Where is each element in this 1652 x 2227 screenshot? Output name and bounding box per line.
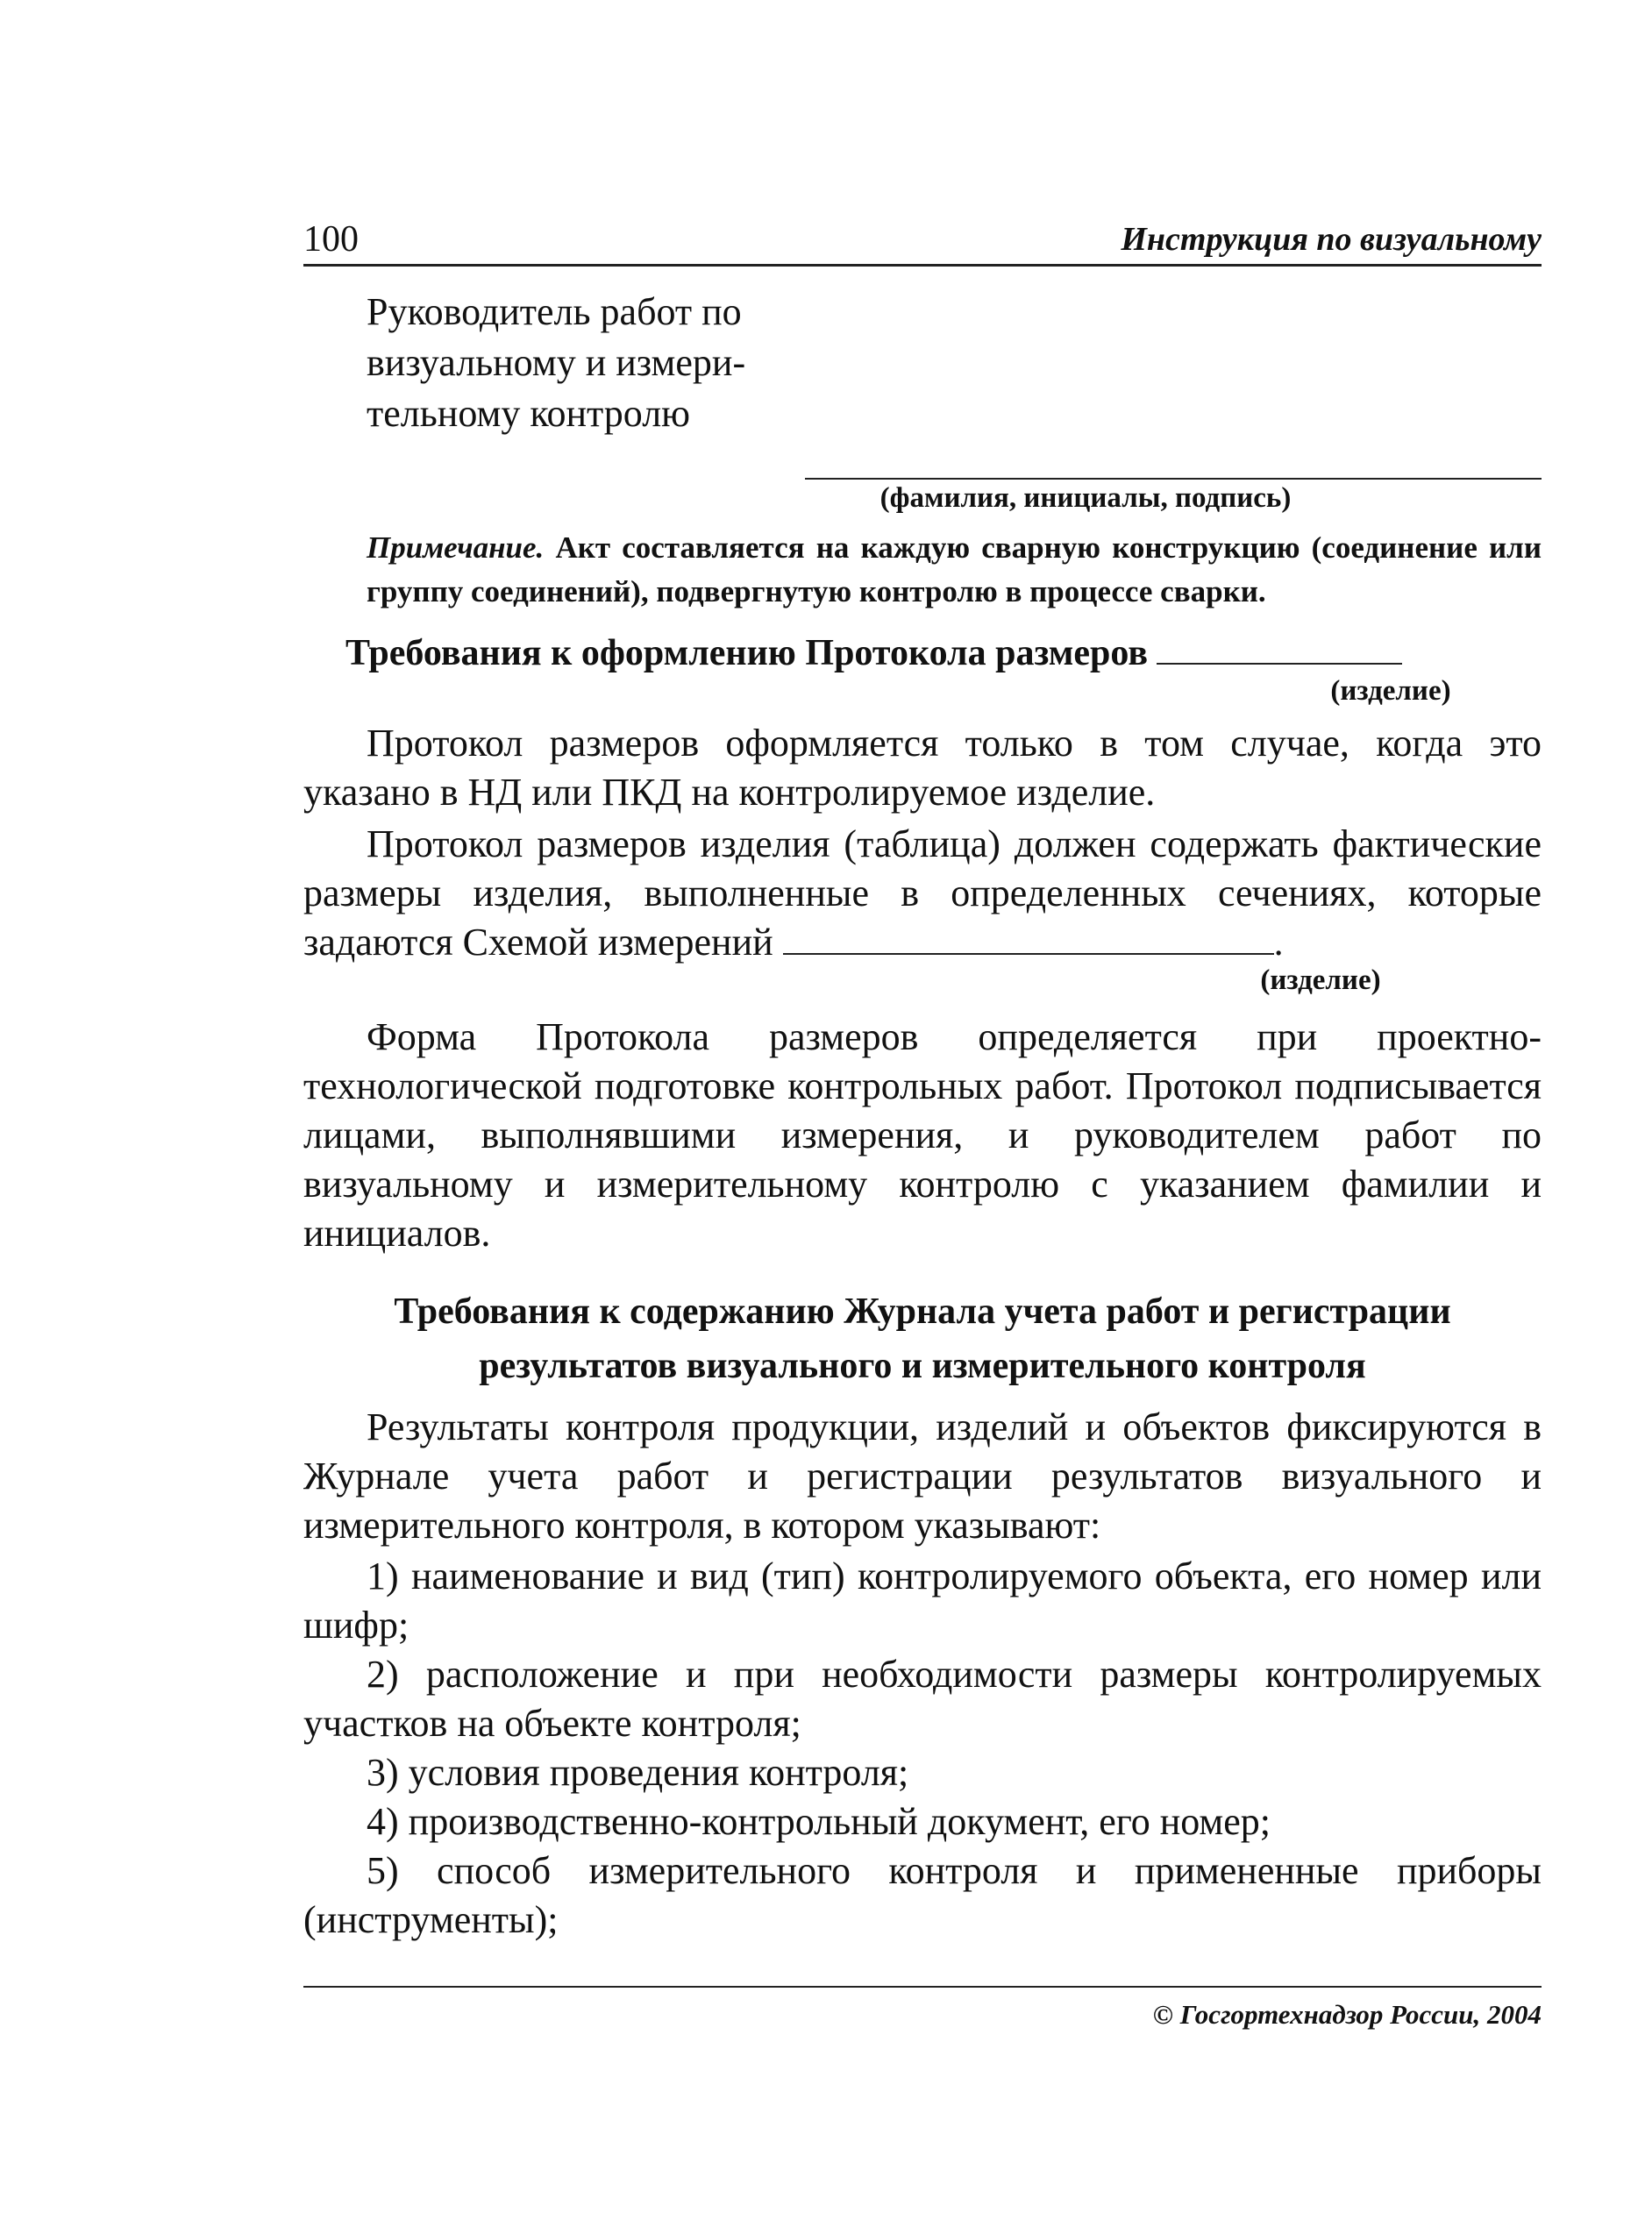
- note-label: Примечание.: [367, 530, 545, 565]
- signature-label-line-2: визуальному и измери-: [367, 341, 746, 384]
- measurement-scheme-caption: (изделие): [1260, 964, 1381, 996]
- page-header: [303, 215, 1542, 267]
- protocol-paragraph-3: [303, 1013, 1542, 1258]
- protocol-paragraph-2-end: .: [1273, 921, 1284, 964]
- list-item: 2) расположение и при необходимости размеры контролируемых участков на объекте контроля;: [303, 1653, 1542, 1745]
- list-item: 5) способ измерительного контроля и примененные приборы (инструменты);: [303, 1849, 1542, 1941]
- list-item: 4) производственно-контрольный документ, его номер;: [367, 1800, 1271, 1843]
- note-text: Акт составляется на каждую сварную конструкцию (соединение или группу соединений), подвергнутую контролю в процессе сварки.: [367, 530, 1542, 608]
- protocol-paragraph-1: [303, 719, 1542, 817]
- protocol-paragraph-2-text: Протокол размеров изделия (таблица) должен содержать фактические размеры изделия, выполненные в определенных сечениях, которые задаются Схемой измерений: [303, 822, 1542, 964]
- journal-list: [303, 1552, 1542, 1945]
- journal-paragraph: [303, 1403, 1542, 1550]
- signature-caption: (фамилия, инициалы, подпись): [879, 482, 1292, 514]
- protocol-paragraph-2: [303, 820, 1542, 967]
- document-page: [303, 215, 1542, 2056]
- protocol-heading-text: Требования к оформлению Протокола размеров: [345, 633, 1148, 673]
- list-item: 3) условия проведения контроля;: [367, 1751, 909, 1794]
- protocol-paragraph-3-text: Форма Протокола размеров определяется при проектно-технологической подготовке контрольных работ. Протокол подписывается лицами, выполнявшими измерения, и руководителем работ по визуальному и измерительному контролю с указанием фамилии и инициалов.: [303, 1015, 1542, 1255]
- footer-rule: [303, 1986, 1542, 1988]
- signature-label-line-3: тельному контролю: [367, 392, 691, 435]
- signature-blank-line: [805, 478, 1542, 480]
- list-item: 1) наименование и вид (тип) контролируемого объекта, его номер или шифр;: [303, 1555, 1542, 1647]
- signature-block: [367, 287, 1542, 439]
- copyright: © Госгортехнадзор России, 2004: [1152, 1999, 1542, 2030]
- protocol-heading-blank: [1157, 633, 1402, 665]
- journal-heading-line-2: результатов визуального и измерительного контроля: [479, 1346, 1366, 1386]
- journal-paragraph-text: Результаты контроля продукции, изделий и объектов фиксируются в Журнале учета работ и регистрации результатов визуального и измерительного контроля, в котором указывают:: [303, 1405, 1542, 1547]
- journal-heading: [303, 1284, 1542, 1393]
- protocol-paragraph-1-text: Протокол размеров оформляется только в том случае, когда это указано в НД или ПКД на контролируемое изделие.: [303, 722, 1542, 814]
- journal-heading-line-1: Требования к содержанию Журнала учета работ и регистрации: [394, 1291, 1451, 1332]
- measurement-scheme-blank: [783, 918, 1274, 955]
- running-title: Инструкция по визуальному: [1121, 221, 1542, 258]
- note-paragraph: [367, 526, 1542, 614]
- signature-label-line-1: Руководитель работ по: [367, 290, 742, 333]
- page-number: 100: [303, 219, 359, 260]
- protocol-heading-caption: (изделие): [1330, 675, 1451, 707]
- protocol-heading: [345, 629, 1402, 678]
